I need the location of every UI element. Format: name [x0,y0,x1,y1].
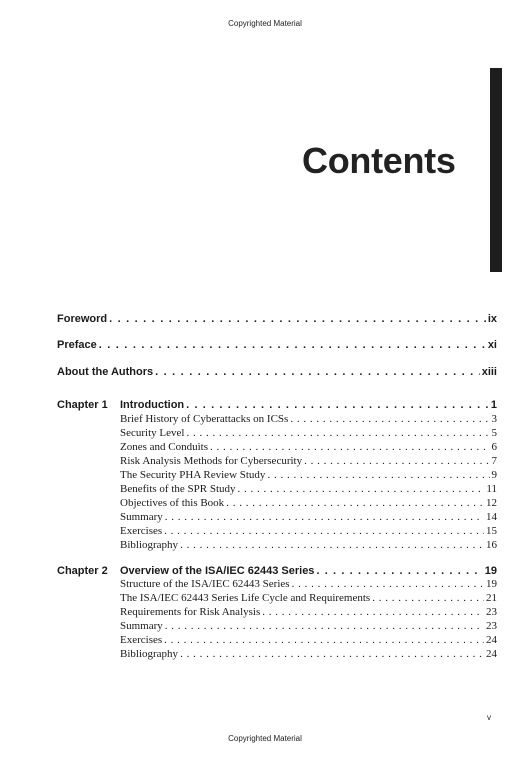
toc-section-1-2[interactable] [120,427,497,439]
toc-section-2-6[interactable] [120,648,497,660]
toc-entry-label: Exercises [120,634,163,646]
dot-leader [165,620,484,632]
toc-entry-page: ix [487,313,497,325]
toc-entry-page: 23 [486,606,497,618]
dot-leader [155,366,480,378]
toc-entry-page: 21 [486,592,497,604]
toc-entry-label: Bibliography [120,648,179,660]
toc-entry-label: Summary [120,511,163,523]
page-number: v [487,713,491,722]
dot-leader [372,592,484,604]
dot-leader [238,483,485,495]
toc-entry-page: 11 [486,483,497,495]
toc-entry-page: 15 [486,525,497,537]
toc-entry-page: xi [487,339,497,351]
toc-section-1-9[interactable] [120,525,497,537]
toc-entry-label: Security Level [120,427,185,439]
toc-entry-page: 6 [491,441,497,453]
dot-leader [304,455,489,467]
dot-leader [186,399,489,411]
toc-entry-page: 24 [486,634,497,646]
toc-section-2-4[interactable] [120,620,497,632]
toc-entry-page: xiii [481,366,497,378]
toc-entry-label: Foreword [57,313,108,325]
dot-leader [290,413,489,425]
toc-entry-label: Risk Analysis Methods for Cybersecurity [120,455,303,467]
toc-entry-label: Requirements for Risk Analysis [120,606,261,618]
toc-entry-page: 19 [484,565,497,577]
toc-section-1-8[interactable] [120,511,497,523]
toc-entry-label: The Security PHA Review Study [120,469,266,481]
toc-entry-page: 24 [486,648,497,660]
toc-entry-page: 9 [491,469,497,481]
toc-entry-label: Overview of the ISA/IEC 62443 Series [120,565,315,577]
dot-leader [164,634,484,646]
toc-entry-label: Benefits of the SPR Study [120,483,236,495]
toc-entry-label: Introduction [120,399,185,411]
toc-front-preface[interactable] [57,339,497,351]
dot-leader [164,525,484,537]
toc-entry-page: 5 [491,427,497,439]
toc-entry-label: Objectives of this Book [120,497,225,509]
toc-entry-page: 3 [491,413,497,425]
toc-entry-page: 7 [491,455,497,467]
toc-section-1-6[interactable] [120,483,497,495]
toc-entry-label: Exercises [120,525,163,537]
toc-chapter-1-title[interactable] [120,399,497,411]
toc-section-1-4[interactable] [120,455,497,467]
toc-entry-label: Preface [57,339,97,351]
toc-entry-label: Brief History of Cyberattacks on ICSs [120,413,289,425]
toc-section-2-2[interactable] [120,592,497,604]
toc-entry-label: About the Authors [57,366,154,378]
chapter-2-label: Chapter 2 [57,565,108,577]
toc-section-2-3[interactable] [120,606,497,618]
toc-entry-label: Zones and Conduits [120,441,208,453]
dot-leader [267,469,489,481]
page-title: Contents [302,140,456,181]
dot-leader [226,497,484,509]
dot-leader [180,539,484,551]
toc-front-foreword[interactable] [57,313,497,325]
toc-entry-label: Structure of the ISA/IEC 62443 Series [120,578,290,590]
toc-entry-page: 14 [486,511,497,523]
toc-entry-label: Summary [120,620,163,632]
dot-leader [165,511,484,523]
toc-entry-page: 19 [486,578,497,590]
copyright-watermark-top: Copyrighted Material [228,19,302,28]
toc-section-1-3[interactable] [120,441,497,453]
dot-leader [262,606,484,618]
toc-section-1-10[interactable] [120,539,497,551]
chapter-edge-bar [490,68,502,272]
chapter-1-label: Chapter 1 [57,399,108,411]
toc-chapter-2-title[interactable] [120,565,497,577]
toc-entry-label: The ISA/IEC 62443 Series Life Cycle and Requirements [120,592,371,604]
toc-section-1-5[interactable] [120,469,497,481]
toc-entry-page: 12 [486,497,497,509]
dot-leader [180,648,484,660]
dot-leader [210,441,490,453]
toc-front-about-authors[interactable] [57,366,497,378]
toc-section-1-1[interactable] [120,413,497,425]
toc-entry-page: 23 [486,620,497,632]
toc-section-2-5[interactable] [120,634,497,646]
dot-leader [316,565,482,577]
dot-leader [186,427,489,439]
toc-entry-label: Bibliography [120,539,179,551]
toc-entry-page: 1 [490,399,497,411]
dot-leader [99,339,486,351]
toc-section-2-1[interactable] [120,578,497,590]
dot-leader [292,578,484,590]
dot-leader [109,313,486,325]
toc-section-1-7[interactable] [120,497,497,509]
toc-entry-page: 16 [486,539,497,551]
copyright-watermark-bottom: Copyrighted Material [228,734,302,743]
